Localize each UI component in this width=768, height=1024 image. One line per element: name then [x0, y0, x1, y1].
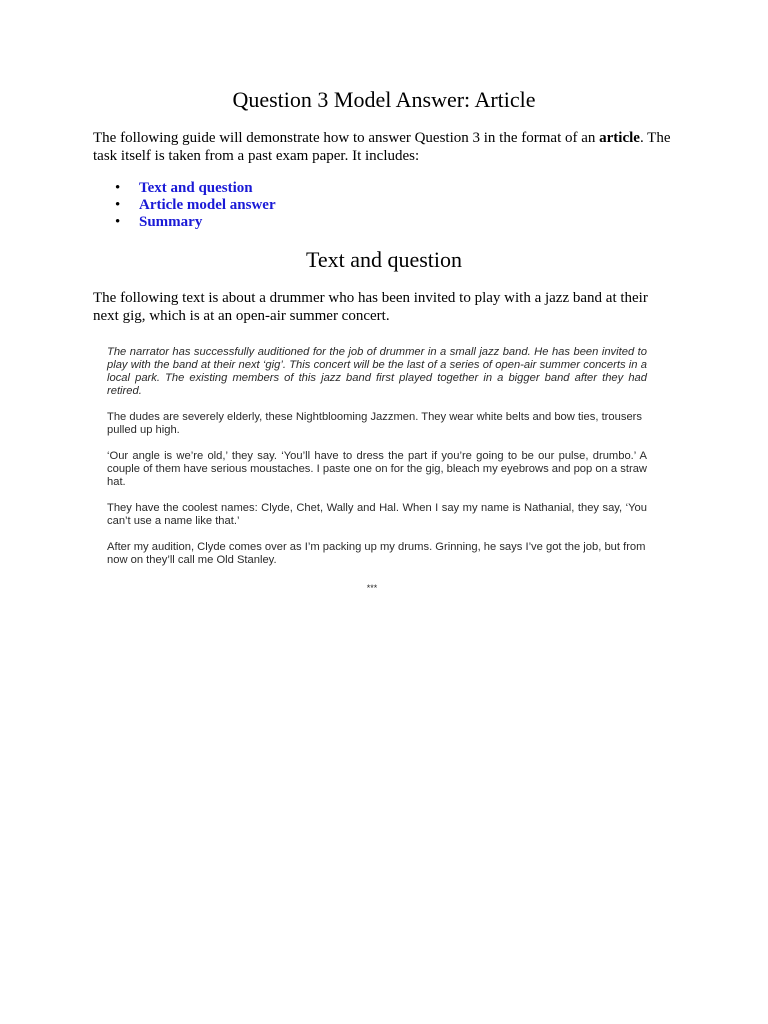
link-article-model-answer[interactable]: Article model answer — [139, 197, 276, 213]
section-heading: Text and question — [305, 247, 463, 272]
extract-paragraph-4: After my audition, Clyde comes over as I’m packing up my drums. Grinning, he says I’ve got the job, but from now on they’ll call me Old Stanley. — [107, 541, 646, 566]
extract-context: The narrator has successfully auditioned for the job of drummer in a small jazz band. He has been invited to play with the band at their next ‘gig’. This concert will be the last of a series of open-air summer concerts in a local park. The existing members of this jazz band first played together in a bigger band after they had retired. — [107, 346, 647, 397]
bullet-icon: • — [115, 214, 121, 230]
extract-paragraph-3: They have the coolest names: Clyde, Chet, Wally and Hal. When I say my name is Nathanial, they say, ‘You can’t use a name like that.’ — [107, 502, 647, 527]
extract-separator: *** — [366, 583, 378, 593]
contents-item — [115, 214, 276, 231]
extract-paragraph-1: The dudes are severely elderly, these Nightblooming Jazzmen. They wear white belts and bow ties, trousers pulled up high. — [107, 411, 642, 436]
link-text-and-question[interactable]: Text and question — [139, 180, 253, 196]
link-summary[interactable]: Summary — [139, 214, 203, 230]
contents-item — [115, 180, 276, 197]
intro-text-after: . The task itself is taken from a past exam paper. It includes: — [93, 130, 671, 164]
page-title: Question 3 Model Answer: Article — [232, 87, 536, 112]
intro-paragraph — [93, 129, 673, 165]
section-intro: The following text is about a drummer who has been invited to play with a jazz band at their next gig, which is at an open-air summer concert. — [93, 290, 648, 324]
bullet-icon: • — [115, 197, 121, 213]
source-extract — [107, 346, 647, 580]
bullet-icon: • — [115, 180, 121, 196]
intro-bold-word: article — [599, 130, 640, 146]
contents-item — [115, 197, 276, 214]
contents-list — [115, 180, 276, 231]
intro-text-before: The following guide will demonstrate how to answer Question 3 in the format of an — [93, 130, 600, 146]
extract-paragraph-2: ‘Our angle is we’re old,’ they say. ‘You’ll have to dress the part if you’re going to be our pulse, drumbo.’ A couple of them have serious moustaches. I paste one on for the gig, bleach my eyebrows and pop on a straw hat. — [107, 450, 647, 488]
